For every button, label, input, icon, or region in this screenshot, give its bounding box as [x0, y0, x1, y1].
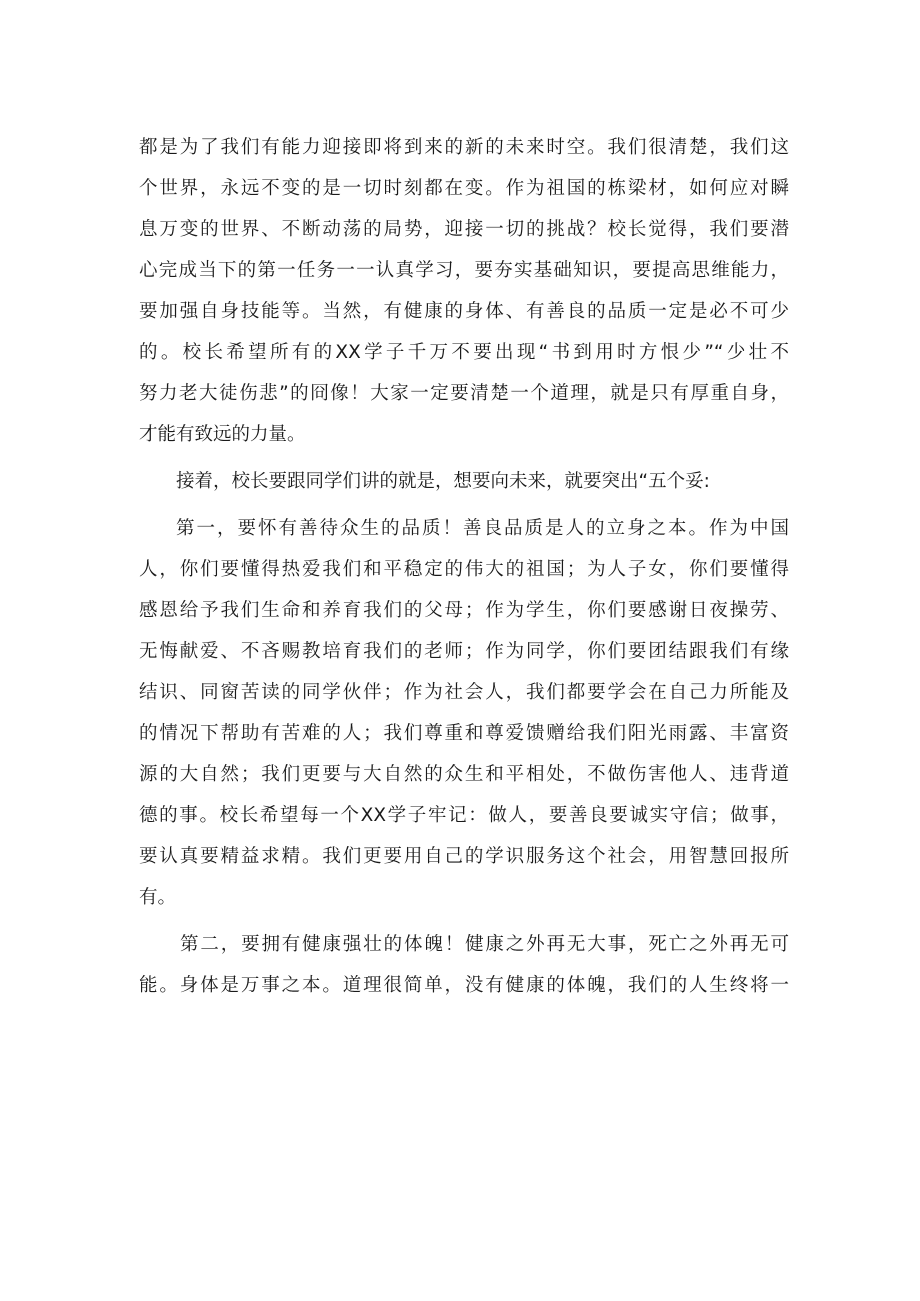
text-line: 努力老大徒伤悲”的冏像！大家一定要清楚一个道理，就是只有厚重自身，	[139, 383, 789, 404]
text-line: 能。身体是万事之本。道理很简单，没有健康的体魄，我们的人生终将一	[139, 975, 789, 996]
text-line: 才能有致远的力量。	[139, 424, 306, 445]
text-line: 的。校长希望所有的XX学子千万不要出现“书到用时方恨少”“少壮不	[139, 342, 789, 363]
text-line: 都是为了我们有能力迎接即将到来的新的未来时空。我们很清楚，我们这	[139, 137, 789, 158]
text-line: 德的事。校长希望每一个XX学子牢记：做人，要善良要诚实守信；做事，	[139, 805, 789, 826]
text-line: 第二，要拥有健康强壮的体魄！健康之外再无大事，死亡之外再无可	[180, 934, 789, 955]
text-line: 要加强自身技能等。当然，有健康的身体、有善良的品质一定是必不可少	[139, 301, 789, 322]
text-line: 无悔献爱、不吝赐教培育我们的老师；作为同学，你们要团结跟我们有缘	[139, 641, 789, 662]
text-line: 第一，要怀有善待众生的品质！善良品质是人的立身之本。作为中国	[176, 518, 789, 539]
text-line: 接着，校长要跟同学们讲的就是，想要向未来，就要突出“五个妥:	[176, 471, 710, 492]
text-line: 结识、同窗苦读的同学伙伴；作为社会人，我们都要学会在自己力所能及	[139, 682, 789, 703]
text-line: 要认真要精益求精。我们更要用自己的学识服务这个社会，用智慧回报所	[139, 846, 789, 867]
text-line: 人，你们要懂得热爱我们和平稳定的伟大的祖国；为人子女，你们要懂得	[139, 559, 789, 580]
text-line: 有。	[139, 887, 177, 908]
text-line: 感恩给予我们生命和养育我们的父母；作为学生，你们要感谢日夜操劳、	[139, 600, 789, 621]
text-line: 心完成当下的第一任务一一认真学习，要夯实基础知识，要提高思维能力，	[139, 260, 789, 281]
body-text	[139, 127, 789, 1006]
text-line: 个世界，永远不变的是一切时刻都在变。作为祖国的栋梁材，如何应对瞬	[139, 178, 789, 199]
text-line: 的情况下帮助有苦难的人；我们尊重和尊爱馈赠给我们阳光雨露、丰富资	[139, 723, 789, 744]
text-line: 息万变的世界、不断动荡的局势，迎接一切的挑战？校长觉得，我们要潜	[139, 219, 789, 240]
text-line: 源的大自然；我们更要与大自然的众生和平相处，不做伤害他人、违背道	[139, 764, 789, 785]
